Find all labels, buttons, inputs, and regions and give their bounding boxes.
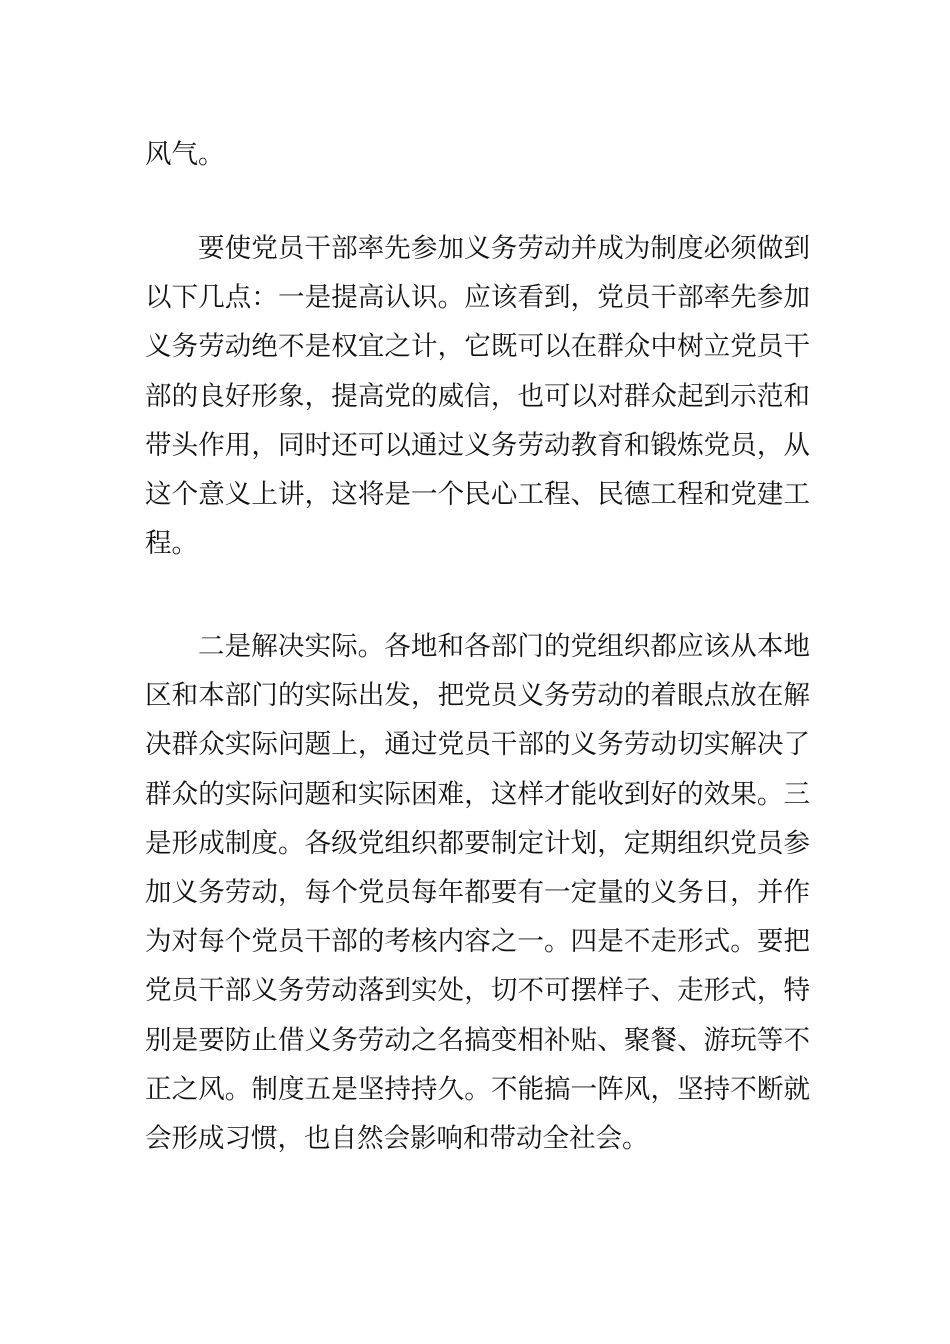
text-line: 群众的实际问题和实际困难，这样才能收到好的效果。三 <box>145 778 810 810</box>
paragraph-raise-awareness <box>145 224 810 568</box>
text-line: 为对每个党员干部的考核内容之一。四是不走形式。要把 <box>145 926 810 958</box>
text-line: 带头作用，同时还可以通过义务劳动教育和锻炼党员，从 <box>145 429 810 461</box>
text-line: 决群众实际问题上，通过党员干部的义务劳动切实解决了 <box>145 729 810 761</box>
text-line: 义务劳动绝不是权宜之计，它既可以在群众中树立党员干 <box>145 331 810 363</box>
text-line: 这个意义上讲，这将是一个民心工程、民德工程和党建工 <box>145 478 810 510</box>
text-line: 二是解决实际。各地和各部门的党组织都应该从本地 <box>198 631 810 662</box>
text-line: 是形成制度。各级党组织都要制定计划，定期组织党员参 <box>145 827 810 859</box>
text-line: 别是要防止借义务劳动之名搞变相补贴、聚餐、游玩等不 <box>145 1024 810 1056</box>
text-line: 加义务劳动，每个党员每年都要有一定量的义务日，并作 <box>145 876 810 908</box>
paragraph-solve-practical-problems <box>145 622 810 1163</box>
text-line: 风气。 <box>145 139 225 170</box>
text-line: 程。 <box>145 528 198 560</box>
text-line: 会形成习惯，也自然会影响和带动全社会。 <box>145 1122 649 1154</box>
text-line: 正之风。制度五是坚持持久。不能搞一阵风，坚持不断就 <box>145 1073 810 1105</box>
text-line: 党员干部义务劳动落到实处，切不可摆样子、走形式，特 <box>145 975 810 1007</box>
paragraph-continuation <box>145 130 810 179</box>
text-line: 区和本部门的实际出发，把党员义务劳动的着眼点放在解 <box>145 680 810 712</box>
text-line: 要使党员干部率先参加义务劳动并成为制度必须做到 <box>198 233 810 264</box>
text-line: 部的良好形象，提高党的威信，也可以对群众起到示范和 <box>145 380 810 412</box>
text-line: 以下几点：一是提高认识。应该看到，党员干部率先参加 <box>145 282 810 314</box>
